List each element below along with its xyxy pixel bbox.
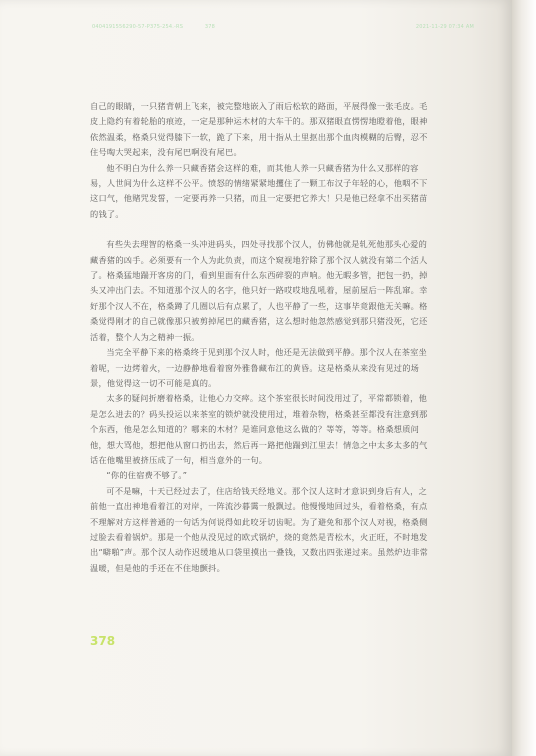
paragraph: 太多的疑问折磨着格桑，让他心力交瘁。这个茶室很长时间没用过了，平常都锁着，他是怎么进去的？码头投运以来茶室的锁炉就没使用过，堆着杂物，格桑甚至都没有注意到那个东西，他是怎么知道的？哪来的木材？是谁同意他这么做的？等等，等等。格桑想质问他，想大骂他，想把他从窗口扔出去，然后再一路把他踹到江里去！情急之中太多太多的气话在他嘴里被挤压成了一句，相当意外的一句。 <box>90 393 428 465</box>
header-code: 0404191556290-57-P375-254.-RS <box>92 24 184 30</box>
paragraph: 自己的眼睛，一只猪背朝上飞来，被完整地嵌入了雨后松软的路面，平展得像一张毛皮。毛皮上隐约有着轮胎的痕迹，一定是那种运木材的大车干的。那双猪眼直愣愣地瞪着他，眼神依然温柔，格桑只觉得膝下一软，跪了下来，用十指从土里抠出那个血肉模糊的后臀，忍不住号啕大哭起来，没有尾巴啊没有尾巴。 <box>90 101 428 158</box>
scan-header <box>92 24 474 30</box>
paragraph: 当完全平静下来的格桑终于见到那个汉人时，他还是无法做到平静。那个汉人在茶室坐着呢，一边烤着火，一边静静地看着窗外雅鲁藏布江的黄昏。这是格桑从来没有见过的场景，他觉得这一切不可能是真的。 <box>90 347 428 388</box>
paragraph: 有些失去理智的格桑一头冲进码头，四处寻找那个汉人，仿佛他就是轧死他那头心爱的藏香猪的凶手。必须要有一个人为此负责，而这个窥视地狞除了那个汉人就没有第二个活人了。格桑猛地踹开客房的门，看到里面有什么东西碎裂的声响。他无暇多管，把包一扔，掉头又冲出门去。不知道那个汉人的名字，他只好一路哎哎地乱吼着，屋前屋后一阵乱窜。幸好那个汉人不在，格桑蹲了几圈以后有点累了，人也平静了一些，这事毕竟跟他无关嘛。格桑觉得刚才的自己就像那只被剪掉尾巴的藏香猪，这么想时他忽然感觉到那只猪没死，它还活着，整个人为之精神一振。 <box>90 239 428 342</box>
paragraph: 可不是嘛，十天已经过去了，住店给钱天经地义。那个汉人这时才意识到身后有人，之前他一直出神地看着江的对岸，一阵流沙暮霭一般飘过。他慢慢地回过头，看着格桑，有点不理解对方这样普通的一句话为何说得如此咬牙切齿呢。为了避免和那个汉人对视，格桑侧过脸去看着锅炉。那是一个他从没见过的欧式锅炉，烧的竟然是青松木，火正旺，不时地发出“噼啪”声。那个汉人动作迟缓地从口袋里摸出一叠钱，又数出四张递过来。虽然炉边非常温暖，但是他的手还在不住地颤抖。 <box>90 485 429 573</box>
page-edge <box>512 0 536 756</box>
page-number: 378 <box>90 634 116 648</box>
dialogue-line: “你的住宿费不够了。” <box>106 470 188 481</box>
header-timestamp: 2021-11-29 07:34 AM <box>415 24 474 30</box>
body-text <box>90 99 432 576</box>
paragraph: 他不明白为什么养一只藏香猪会这样的难，而其他人养一只藏香猪为什么又那样的容易，人世间为什么这样不公平。愤怒的情绪紧紧地攫住了一颗工布汉子年轻的心，他咽不下这口气，他赌咒发誓，一定要再养一只猪，而且一定要把它养大！只是他已经拿不出买猪苗的钱了。 <box>90 162 428 219</box>
header-page: 378 <box>204 24 216 30</box>
header-left <box>92 24 235 30</box>
